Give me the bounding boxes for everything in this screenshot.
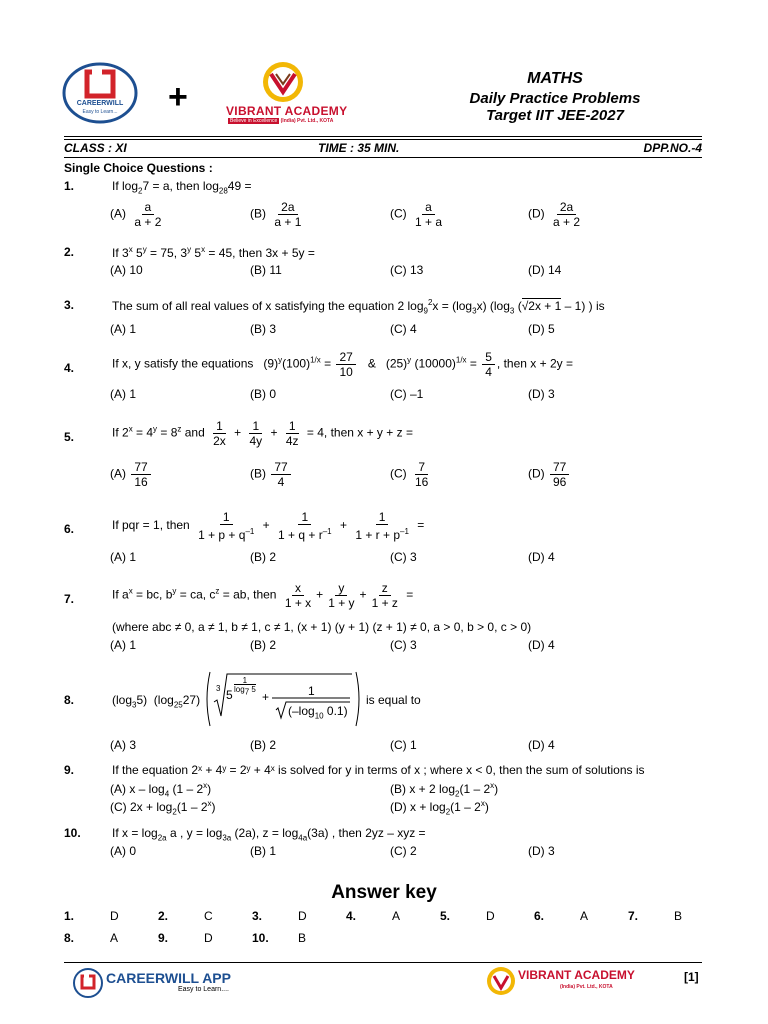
question-text: If $\log_27 = a$, then $\log_{28}49$ = <box>112 179 252 196</box>
option: (D) 3 <box>528 387 555 401</box>
vibrant-footer-tag: (India) Pvt. Ltd., KOTA <box>560 984 613 990</box>
option: (D) $x + \log_2(1 - 2^x)$ <box>390 799 489 817</box>
target-title: Target IIT JEE-2027 <box>486 107 624 124</box>
option: (D) $\frac{77}{96}$ <box>528 460 571 489</box>
option: (A) 3 <box>110 738 137 752</box>
option: (A) 1 <box>110 322 137 336</box>
answer-key-answer: A <box>110 931 119 945</box>
question-number: 8. <box>64 693 75 707</box>
page-number: [1] <box>684 970 699 984</box>
option: (D) 4 <box>528 638 555 652</box>
question-text: The sum of all real values of x satisfying the equation 2 $\log_9^2x = (\log_3x)$ ($\log_3$ (√2x + 1 – 1) ) is <box>112 298 605 316</box>
answer-key-qnum: 7. <box>628 909 639 923</box>
option: (D) 4 <box>528 550 555 564</box>
header-divider-bottom <box>64 157 702 158</box>
answer-key-qnum: 2. <box>158 909 169 923</box>
header-divider-top <box>64 136 702 137</box>
question-number: 4. <box>64 361 75 375</box>
radical-plus: + <box>262 690 270 704</box>
careerwill-logo <box>62 62 138 124</box>
option: (A) 1 <box>110 387 137 401</box>
careerwill-logo-text: CAREERWILL <box>76 100 124 107</box>
option: (B) $\frac{2a}{a + 1}$ <box>250 200 302 229</box>
answer-key-title: Answer key <box>331 882 437 903</box>
option: (A) 10 <box>110 263 143 277</box>
careerwill-footer-logo <box>72 968 104 998</box>
option: (A) x – $\log_4 (1 - 2^x)$ <box>110 781 212 799</box>
answer-key-answer: A <box>392 909 401 923</box>
option: (C) $2x + \log_2(1 - 2^x)$ <box>110 799 216 817</box>
question-text: If the equation 2ˣ + 4ʸ = 2ʸ + 4ˣ is solved for y in terms of x ; where x < 0, then the sum of solutions is <box>112 763 645 777</box>
option: (B) $\frac{77}{4}$ <box>250 460 293 489</box>
question-text: If pqr = 1, then $\frac{1}{1 + p + q^{-1}}$ + $\frac{1}{1 + q + r^{-1}}$ + $\frac{1}{1 + r + p^{-1}}$ = <box>112 510 425 542</box>
question-text: If 3$^x$ $5^y = 75$, 3$^y$ $5^x = 45$, then 3x + 5y = <box>112 245 315 260</box>
header-divider-top2 <box>64 139 702 140</box>
answer-key-qnum: 1. <box>64 909 75 923</box>
vibrant-academy-name: VIBRANT ACADEMY <box>226 104 348 118</box>
radical-index: 3 <box>216 684 221 693</box>
option: (D) 14 <box>528 263 562 277</box>
option: (D) 5 <box>528 322 555 336</box>
option: (A) 0 <box>110 844 137 858</box>
answer-key-qnum: 9. <box>158 931 169 945</box>
question-number: 6. <box>64 522 75 536</box>
question-number: 5. <box>64 430 75 444</box>
answer-key-qnum: 4. <box>346 909 357 923</box>
option: (B) 3 <box>250 322 277 336</box>
careerwill-app-tag: Easy to Learn.... <box>178 986 229 993</box>
option: (D) 4 <box>528 738 555 752</box>
question-number: 2. <box>64 245 75 259</box>
option: (C) 3 <box>390 550 417 564</box>
option: (B) 2 <box>250 638 277 652</box>
vibrant-academy-logo <box>226 60 376 130</box>
option: (C) 3 <box>390 638 417 652</box>
question-number: 7. <box>64 592 75 606</box>
option: (B) 0 <box>250 387 277 401</box>
option: (C) 13 <box>390 263 424 277</box>
option: (D) 3 <box>528 844 555 858</box>
answer-key-row <box>64 931 714 953</box>
option: (C) $\frac{7}{16}$ <box>390 460 429 489</box>
question-note: (where abc ≠ 0, a ≠ 1, b ≠ 1, c ≠ 1, (x + 1) (y + 1) (z + 1) ≠ 0, a > 0, b > 0, c > 0) <box>112 620 532 634</box>
option: (A) $\frac{a}{a + 2}$ <box>110 200 162 229</box>
option: (C) $\frac{a}{1 + a}$ <box>390 200 443 229</box>
subject-title: MATHS <box>527 70 583 87</box>
vibrant-academy-tag1: (India) Pvt. Ltd., KOTA <box>280 118 334 124</box>
question-text: $(\log_35)$ $(\log_{25}27)$ <box>112 693 201 710</box>
option: (A) 1 <box>110 550 137 564</box>
question-text: If $x = \log_{2a} a$ , $y = \log_{3a} (2a)$, $z = \log_{4a}(3a)$ , then 2yz – xyz = <box>112 826 426 843</box>
vibrant-footer-name: VIBRANT ACADEMY <box>518 968 635 982</box>
answer-key-qnum: 5. <box>440 909 451 923</box>
answer-key-answer: B <box>298 931 307 945</box>
option: (A) 1 <box>110 638 137 652</box>
dpp-title: Daily Practice Problems <box>469 90 641 107</box>
careerwill-app-name: CAREERWILL APP <box>106 970 231 986</box>
option: (B) 2 <box>250 550 277 564</box>
option: (D) $\frac{2a}{a + 2}$ <box>528 200 581 229</box>
class-label: CLASS : XI <box>64 141 127 155</box>
radical-base: 5 <box>226 688 233 702</box>
radical-exp: 1 $\log_7 5$ <box>234 676 256 697</box>
answer-key-qnum: 8. <box>64 931 75 945</box>
answer-key-answer: B <box>674 909 683 923</box>
question-number: 9. <box>64 763 75 777</box>
vibrant-academy-tag <box>228 118 333 124</box>
option: (C) 2 <box>390 844 417 858</box>
option: (B) 11 <box>250 263 282 277</box>
footer-divider <box>64 962 702 963</box>
option: (B) 1 <box>250 844 277 858</box>
option: (B) 2 <box>250 738 277 752</box>
question-text: If $a^x$ = bc, $b^y$ = ca, $c^z$ = ab, then $\frac{x}{1 + x}$ + $\frac{y}{1 + y}$ + $\frac{z}{1 + z}$ = <box>112 581 414 610</box>
radical-den: ($-\log_{10}$ 0.1) <box>288 704 348 721</box>
section-title: Single Choice Questions : <box>64 161 213 175</box>
question-text: If $2^x = 4^y = 8^z$ and $\frac{1}{2x}$ + $\frac{1}{4y}$ + $\frac{1}{4z}$ = 4, then x + y + z = <box>112 419 413 448</box>
answer-key-answer: D <box>298 909 307 923</box>
option: (C) –1 <box>390 387 424 401</box>
question-number: 1. <box>64 179 75 193</box>
option: (C) 1 <box>390 738 417 752</box>
option: (A) $\frac{77}{16}$ <box>110 460 153 489</box>
answer-key-answer: D <box>110 909 119 923</box>
radical-num: 1 <box>308 684 315 698</box>
option: (B) x + 2 $\log_2(1 - 2^x)$ <box>390 781 499 799</box>
answer-key-qnum: 6. <box>534 909 545 923</box>
answer-key-row <box>64 909 714 931</box>
question-text: If x, y satisfy the equations $(9)^y(100)^{1/x}$ = $\frac{27}{10}$ & $(25)^y$ $(10000)^{1/x}$ = $\frac{5}{4}$ , then x + 2y = <box>112 350 573 379</box>
answer-key-qnum: 3. <box>252 909 263 923</box>
answer-key-qnum: 10. <box>252 931 269 945</box>
question-number: 10. <box>64 826 81 840</box>
plus-sign: + <box>168 78 188 116</box>
vibrant-academy-tag2: Believe in Excellence <box>230 118 278 124</box>
answer-key-table <box>64 909 714 953</box>
answer-key-answer: C <box>204 909 213 923</box>
question-text-end: is equal to <box>366 693 421 707</box>
careerwill-logo-tag: Easy to Learn... <box>82 109 118 115</box>
vibrant-footer-logo <box>486 966 516 996</box>
dpp-number: DPP.NO.-4 <box>643 141 702 155</box>
option: (C) 4 <box>390 322 417 336</box>
answer-key-answer: D <box>204 931 213 945</box>
question-number: 3. <box>64 298 75 312</box>
time-label: TIME : 35 MIN. <box>318 141 400 155</box>
answer-key-answer: D <box>486 909 495 923</box>
answer-key-answer: A <box>580 909 589 923</box>
radical-expression <box>204 670 362 728</box>
